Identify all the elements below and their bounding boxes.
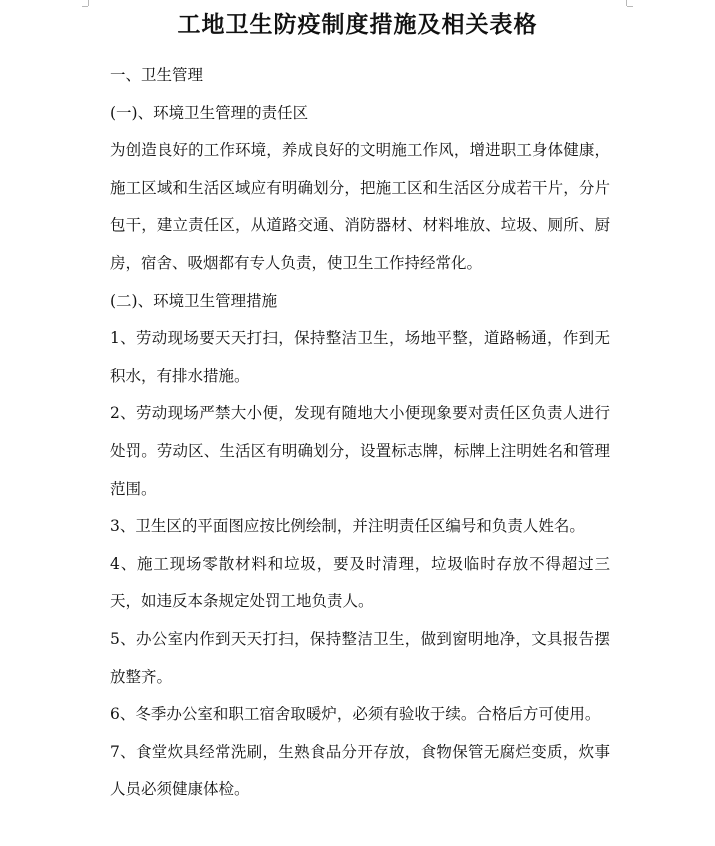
crop-mark [88,0,89,6]
list-item: 5、办公室内作到天天打扫，保持整洁卫生，做到窗明地净，文具报告摆放整齐。 [110,629,610,686]
subsection-heading: (一)、环境卫生管理的责任区 [110,103,309,122]
section-heading: 一、卫生管理 [110,66,204,84]
list-item: 1、劳动现场要天天打扫，保持整洁卫生，场地平整，道路畅通，作到无积水，有排水措施。 [110,329,610,385]
list-item: 6、冬季办公室和职工宿舍取暖炉，必须有验收于续。合格后方可使用。 [110,705,601,724]
list-item: 7、食堂炊具经常洗刷，生熟食品分开存放，食物保管无腐烂变质，炊事人员必须健康体检。 [110,742,610,799]
list-item: 4、施工现场零散材料和垃圾，要及时清理，垃圾临时存放不得超过三天，如违反本条规定处罚工地负责人。 [110,554,610,611]
list-item: 2、劳动现场严禁大小便，发现有随地大小便现象要对责任区负责人进行处罚。劳动区、生活区有明确划分，设置标志牌，标牌上注明姓名和管理范围。 [110,404,610,498]
body-paragraph: 为创造良好的工作环境，养成良好的文明施工作风，增进职工身体健康，施工区域和生活区域应有明确划分，把施工区和生活区分成若干片，分片包干，建立责任区，从道路交通、消防器材、材料堆放、垃圾、厕所、厨房，宿舍、吸烟都有专人负责，使卫生工作持经常化。 [110,141,610,272]
list-item: 3、卫生区的平面图应按比例绘制，并注明责任区编号和负责人姓名。 [110,517,585,536]
crop-mark [82,6,88,7]
document-body [110,57,610,809]
crop-mark [627,6,633,7]
document-title: 工地卫生防疫制度措施及相关表格 [177,12,538,38]
subsection-heading: (二)、环境卫生管理措施 [110,291,278,310]
